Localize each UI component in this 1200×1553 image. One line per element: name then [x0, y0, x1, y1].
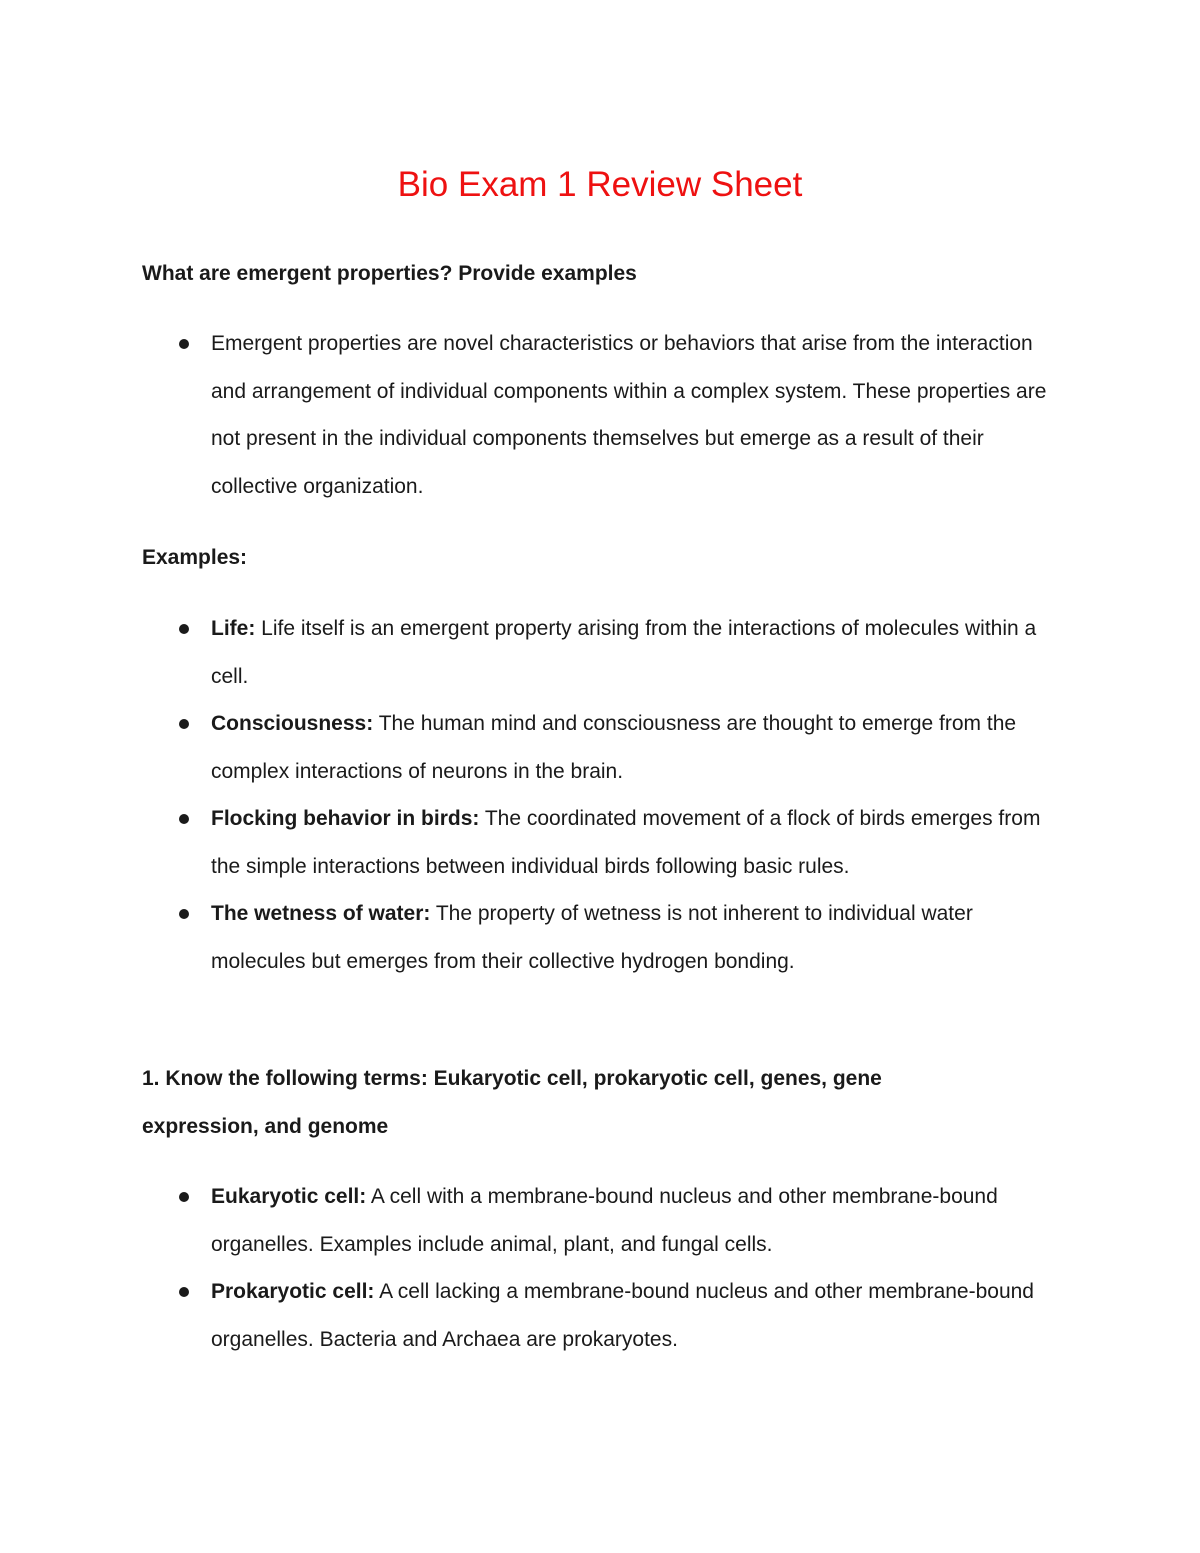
term-name: Prokaryotic cell:: [211, 1280, 375, 1303]
list-item: [0, 795, 1061, 890]
example-text: The human mind and consciousness are thought to emerge from the complex interactions of neurons in the brain.: [211, 712, 1017, 783]
example-text: Life itself is an emergent property arising from the interactions of molecules within a cell.: [211, 617, 1037, 688]
emergent-definition-text: Emergent properties are novel characteristics or behaviors that arise from the interaction and arrangement of individual components within a complex system. These properties are not present in the individual components themselves but emerge as a result of their collective organization.: [211, 332, 1047, 498]
example-term: The wetness of water:: [211, 902, 431, 925]
list-item: [0, 700, 1061, 795]
example-term: Life:: [211, 617, 256, 640]
bullet-icon: [179, 1287, 189, 1297]
terms-list: [0, 1173, 1200, 1363]
term-definition: A cell lacking a membrane-bound nucleus and other membrane-bound organelles. Bacteria and Archaea are prokaryotes.: [211, 1280, 1034, 1351]
example-text: The property of wetness is not inherent to individual water molecules but emerges from their collective hydrogen bonding.: [211, 902, 973, 973]
list-item: [0, 890, 1061, 985]
list-item: [0, 605, 1061, 700]
bullet-icon: [179, 719, 189, 729]
example-term: Flocking behavior in birds:: [211, 807, 480, 830]
bullet-icon: [179, 1192, 189, 1202]
list-item: [0, 320, 1061, 510]
definition-list: [0, 320, 1200, 510]
term-definition: A cell with a membrane-bound nucleus and other membrane-bound organelles. Examples include animal, plant, and fungal cells.: [211, 1185, 998, 1256]
bullet-icon: [179, 814, 189, 824]
example-term: Consciousness:: [211, 712, 374, 735]
list-item: [0, 1173, 1061, 1268]
bullet-icon: [179, 909, 189, 919]
list-item: [0, 1268, 1061, 1363]
example-text: The coordinated movement of a flock of birds emerges from the simple interactions between individual birds following basic rules.: [211, 807, 1041, 878]
bullet-icon: [179, 339, 189, 349]
document-title: Bio Exam 1 Review Sheet: [397, 165, 803, 204]
question-emergent-properties: What are emergent properties? Provide examples: [142, 262, 637, 285]
examples-heading: Examples:: [142, 546, 248, 569]
term-name: Eukaryotic cell:: [211, 1185, 367, 1208]
bullet-icon: [179, 624, 189, 634]
examples-list: [0, 605, 1200, 985]
question-1-terms: 1. Know the following terms: Eukaryotic cell, prokaryotic cell, genes, gene expression, and genome: [142, 1067, 882, 1138]
